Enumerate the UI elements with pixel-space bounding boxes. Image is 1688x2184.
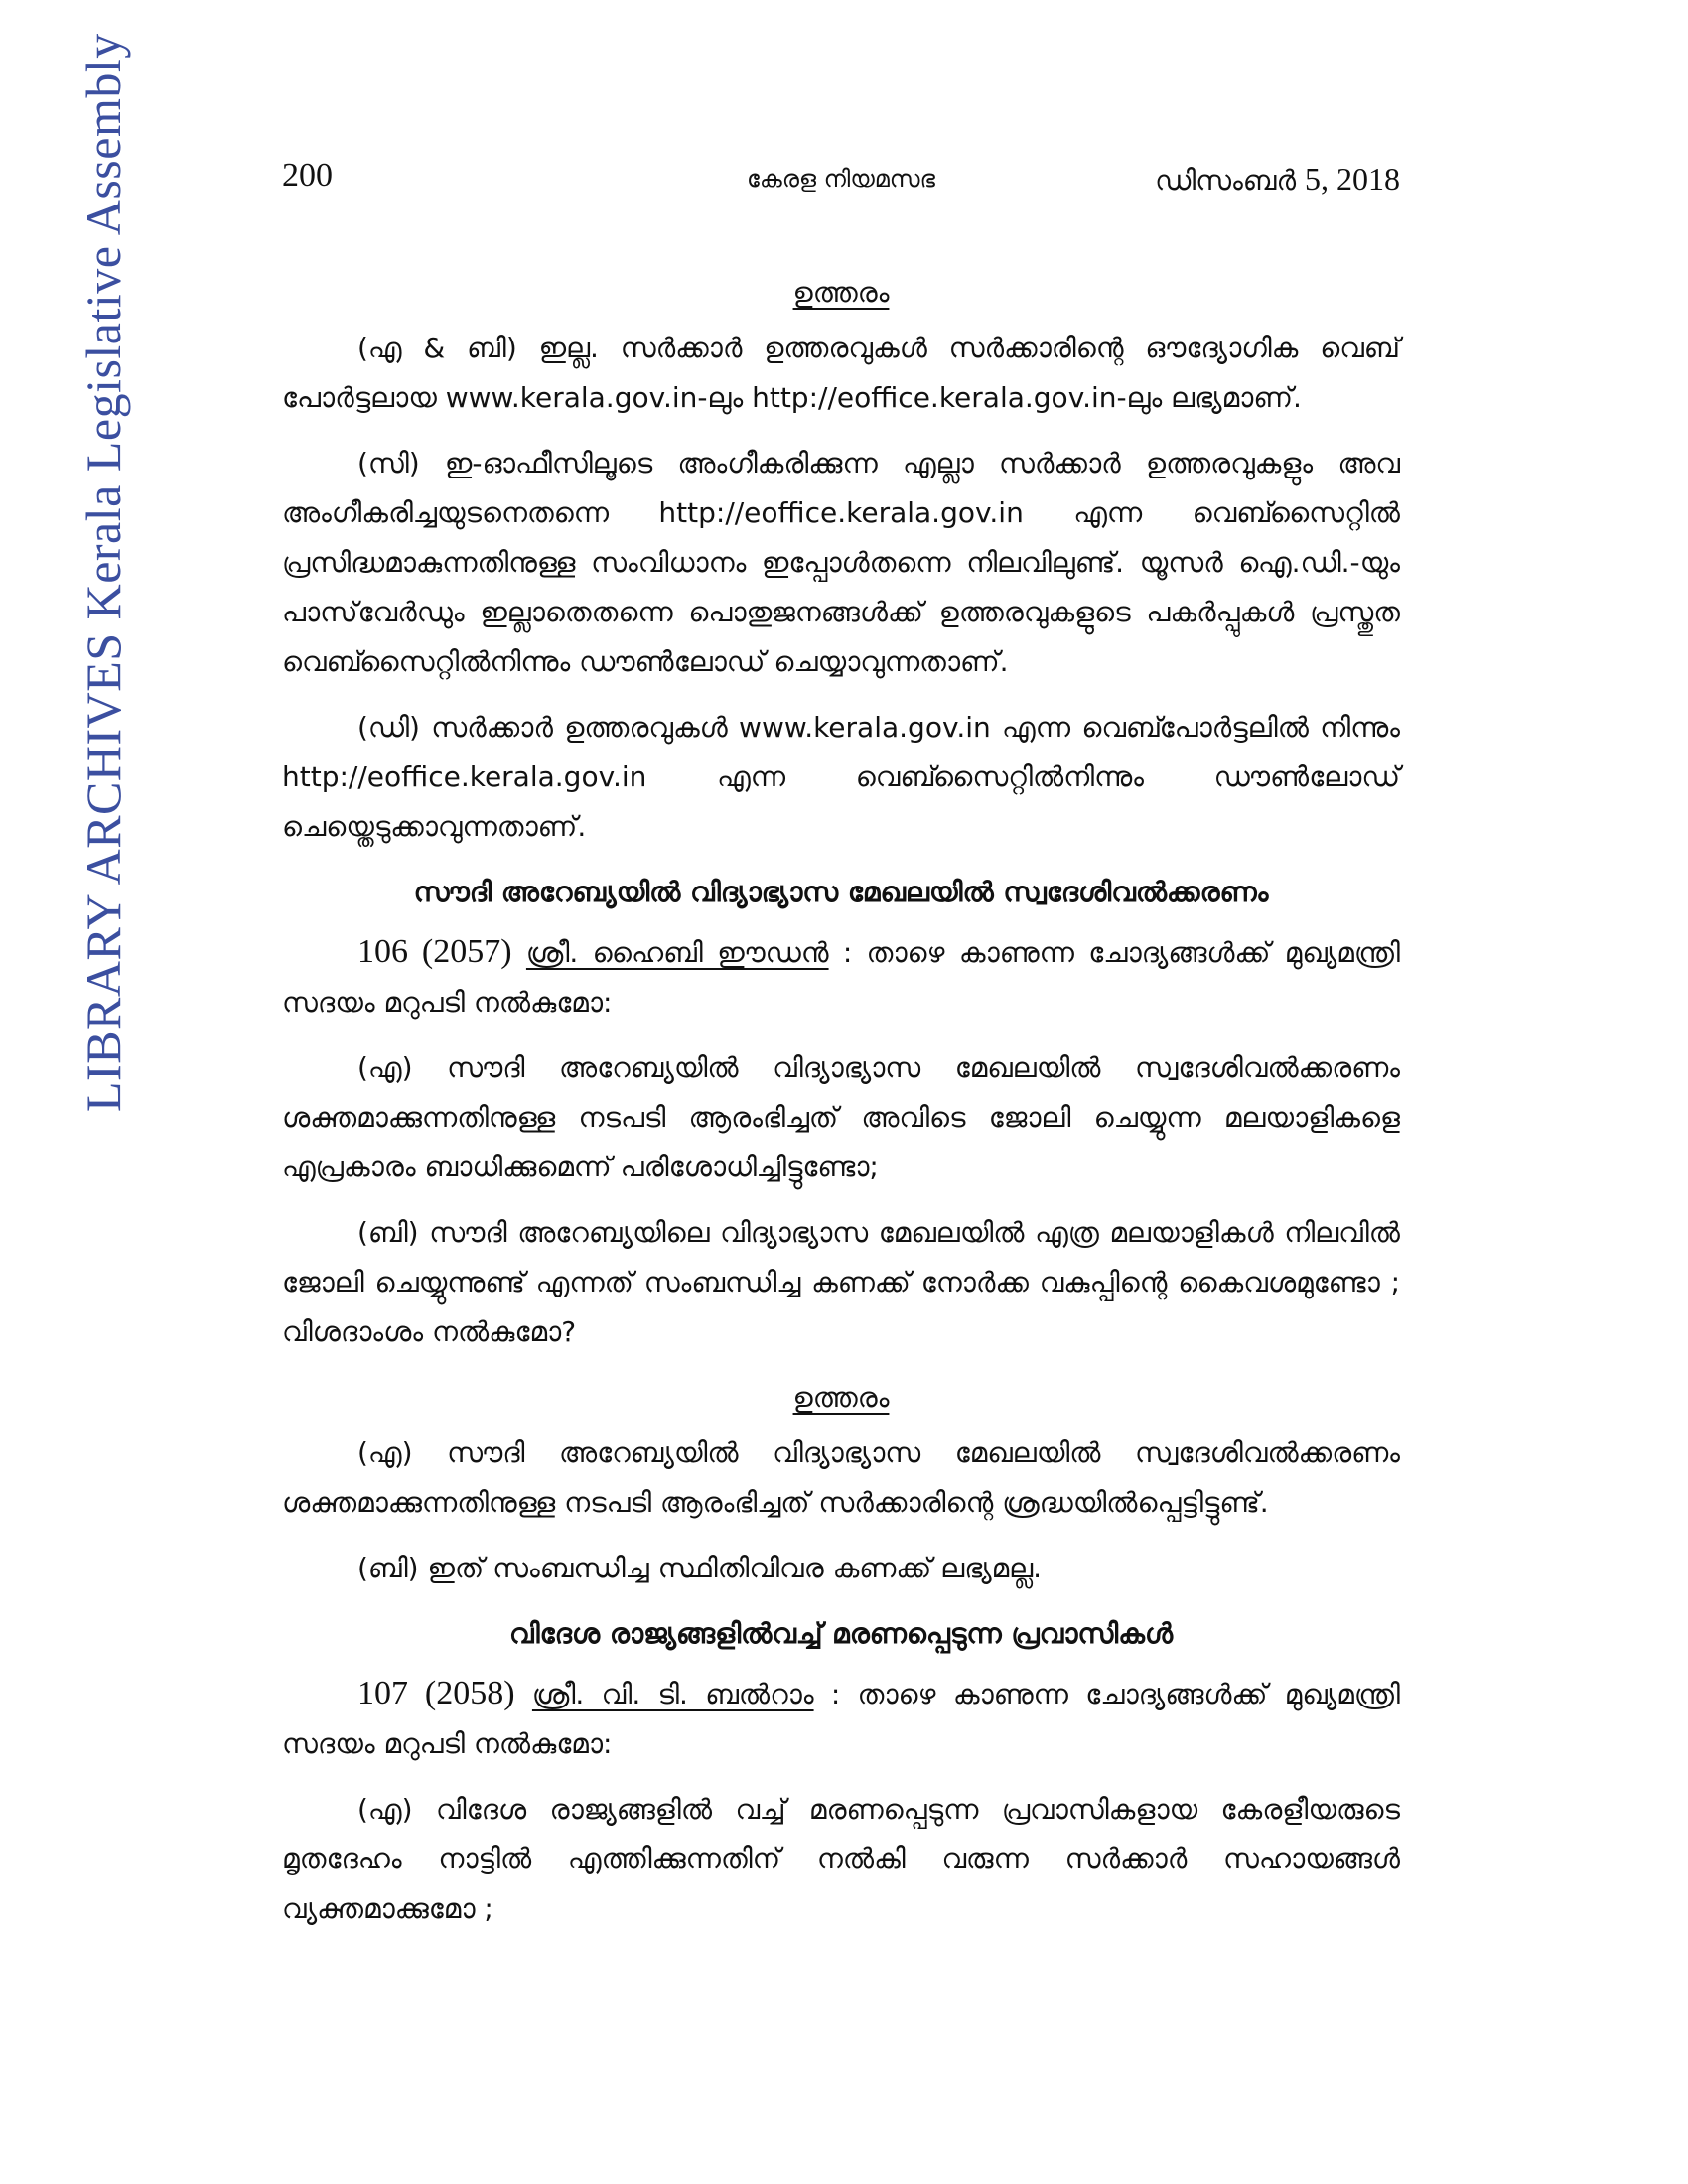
page-header — [282, 157, 1400, 206]
header-date — [1155, 161, 1400, 198]
answer-ab: (എ & ബി) ഇല്ല. സർക്കാർ ഉത്തരവുകൾ സർക്കാരിന്റെ ഔദ്യോഗിക വെബ് പോർട്ടലായ www.kerala.gov.in-ലും http://eoffice.kerala.gov.in-ലും ലഭ്യമാണ്. — [282, 332, 1400, 414]
question-107-intro-text: : താഴെ കാണുന്ന ചോദ്യങ്ങൾക്ക് മുഖ്യമന്ത്രി സദയം മറുപടി നൽകുമോ: — [282, 1678, 1400, 1760]
answer-c: (സി) ഇ-ഓഫീസിലൂടെ അംഗീകരിക്കുന്ന എല്ലാ സർക്കാർ ഉത്തരവുകളും അവ അംഗീകരിച്ചയുടനെതന്നെ http://eoffice.kerala.gov.in എന്ന വെബ്സൈറ്റിൽ പ്രസിദ്ധമാകുന്നതിനുള്ള സംവിധാനം ഇപ്പോൾതന്നെ നിലവിലുണ്ട്. യൂസർ ഐ.ഡി.-യും പാസ്‌വേർഡും ഇല്ലാതെതന്നെ പൊതുജനങ്ങൾക്ക് ഉത്തരവുകളുടെ പകർപ്പുകൾ പ്രസ്തുത വെബ്സൈറ്റിൽനിന്നും ഡൗൺലോഡ് ചെയ്യാവുന്നതാണ്. — [282, 447, 1400, 678]
question-107-title: വിദേശ രാജ്യങ്ങളിൽവച്ച് മരണപ്പെടുന്ന പ്രവാസികൾ — [508, 1617, 1174, 1650]
answer-d: (ഡി) സർക്കാർ ഉത്തരവുകൾ www.kerala.gov.in എന്ന വെബ്പോർട്ടലിൽ നിന്നും http://eoffice.kerala.gov.in എന്ന വെബ്സൈറ്റിൽനിന്നും ഡൗൺലോഡ് ചെയ്തെടുക്കാവുന്നതാണ്. — [282, 711, 1400, 843]
question-106-number: 106 (2057) — [357, 933, 512, 970]
answer-106-b: (ബി) ഇത് സംബന്ധിച്ച സ്ഥിതിവിവര കണക്ക് ലഭ്യമല്ല. — [357, 1552, 1043, 1584]
answer-heading-106: ഉത്തരം — [792, 1381, 890, 1414]
header-title: കേരള നിയമസഭ — [746, 165, 936, 193]
question-106-title: സൗദി അറേബ്യയിൽ വിദ്യാഭ്യാസ മേഖലയിൽ സ്വദേശിവൽക്കരണം — [413, 876, 1269, 908]
question-107-intro — [282, 1669, 1400, 1769]
question-106-a: (എ) സൗദി അറേബ്യയിൽ വിദ്യാഭ്യാസ മേഖലയിൽ സ്വദേശിവൽക്കരണം ശക്തമാക്കുന്നതിനുള്ള നടപടി ആരംഭിച്ചത് അവിടെ ജോലി ചെയ്യുന്ന മലയാളികളെ എപ്രകാരം ബാധിക്കുമെന്ന് പരിശോധിച്ചിട്ടുണ്ടോ; — [282, 1051, 1400, 1183]
question-106-intro-text: : താഴെ കാണുന്ന ചോദ്യങ്ങൾക്ക് മുഖ്യമന്ത്രി സദയം മറുപടി നൽകുമോ: — [282, 936, 1400, 1019]
question-106-intro — [282, 927, 1400, 1027]
library-archives-watermark: LIBRARY ARCHIVES Kerala Legislative Assembly — [75, 33, 131, 1112]
answer-heading-1: ഉത്തരം — [792, 276, 890, 309]
header-date-month: ഡിസംബർ — [1155, 164, 1297, 197]
answer-106-a: (എ) സൗദി അറേബ്യയിൽ വിദ്യാഭ്യാസ മേഖലയിൽ സ്വദേശിവൽക്കരണം ശക്തമാക്കുന്നതിനുള്ള നടപടി ആരംഭിച്ചത് സർക്കാരിന്റെ ശ്രദ്ധയിൽപ്പെട്ടിട്ടുണ്ട്. — [282, 1436, 1400, 1519]
question-107-a: (എ) വിദേശ രാജ്യങ്ങളിൽ വച്ച് മരണപ്പെടുന്ന പ്രവാസികളായ കേരളീയരുടെ മൃതദേഹം നാട്ടിൽ എത്തിക്കുന്നതിന് നൽകി വരുന്ന സർക്കാർ സഹായങ്ങൾ വ്യക്തമാക്കുമോ ; — [282, 1793, 1400, 1925]
question-107-number: 107 (2058) — [357, 1675, 515, 1711]
question-106-b: (ബി) സൗദി അറേബ്യയിലെ വിദ്യാഭ്യാസ മേഖലയിൽ എത്ര മലയാളികൾ നിലവിൽ ജോലി ചെയ്യുന്നുണ്ട് എന്നത് സംബന്ധിച്ച കണക്ക് നോർക്ക വകുപ്പിന്റെ കൈവശമുണ്ടോ ; വിശദാംശം നൽകുമോ? — [282, 1216, 1400, 1348]
page-content — [282, 268, 1400, 1950]
question-106-member: ശ്രീ. ഹൈബി ഈഡൻ — [525, 936, 829, 969]
header-date-number: 5, 2018 — [1305, 161, 1400, 197]
page-number: 200 — [282, 157, 333, 194]
question-107-member: ശ്രീ. വി. ടി. ബൽറാം — [531, 1678, 814, 1710]
